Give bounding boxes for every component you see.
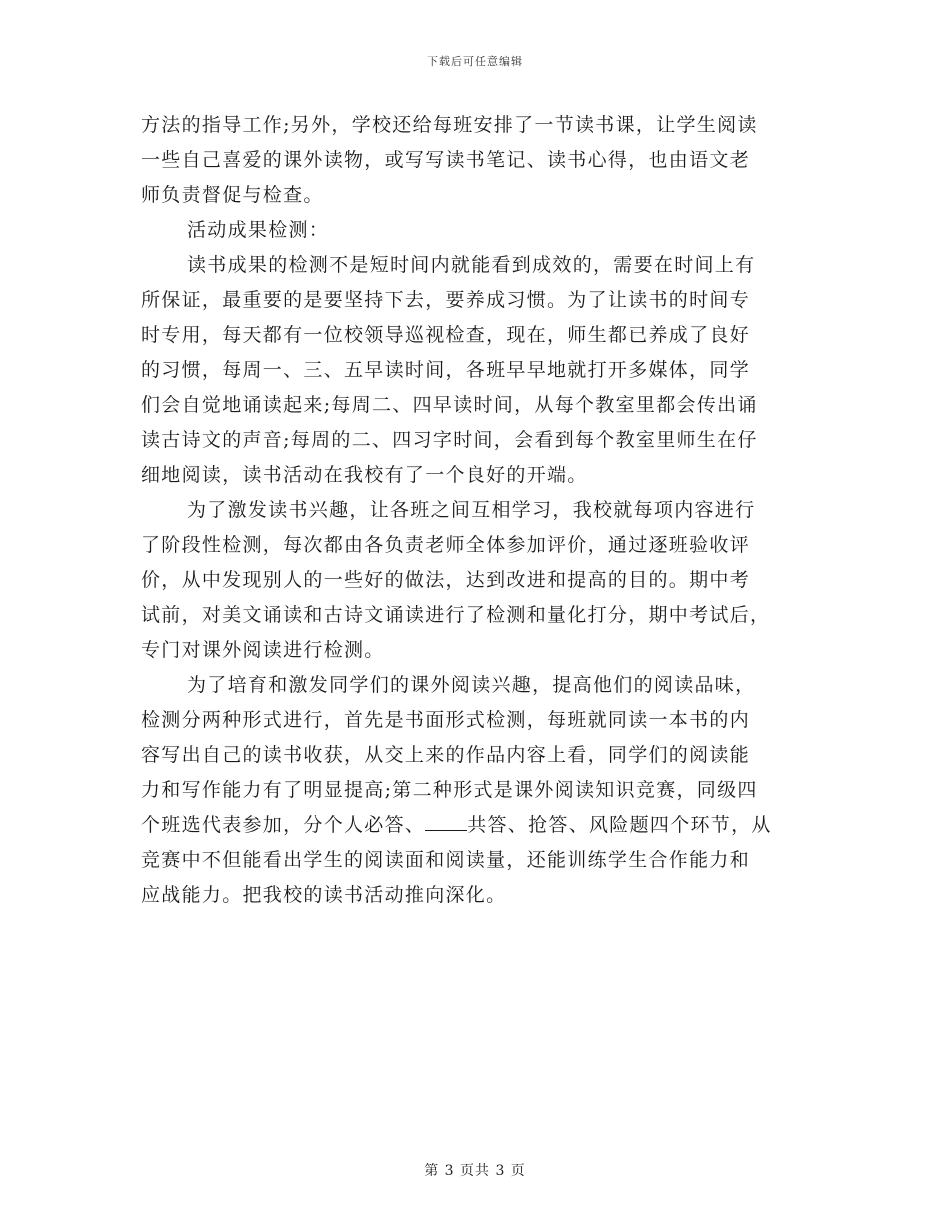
page-number-footer: 第 3 页共 3 页	[424, 1163, 526, 1179]
line-text-after-blank: 共答、抢答、风险题四个环节，从	[467, 814, 772, 836]
section-heading: 活动成果检测：	[187, 219, 330, 241]
paragraph-line: 检测分两种形式进行，首先是书面形式检测，每班就同读一本书的内	[141, 709, 751, 731]
paragraph-line: 试前，对美文诵读和古诗文诵读进行了检测和量化打分，期中考试后，	[141, 604, 771, 626]
paragraph-line: 力和写作能力有了明显提高;第二种形式是课外阅读知识竞赛，同级四	[141, 779, 758, 801]
paragraph-line: 所保证，最重要的是要坚持下去，要养成习惯。为了让读书的时间专	[141, 289, 751, 311]
paragraph-line: 读书成果的检测不是短时间内就能看到成效的，需要在时间上有	[187, 254, 756, 276]
paragraph-line: 的习惯，每周一、三、五早读时间，各班早早地就打开多媒体，同学	[141, 359, 751, 381]
paragraph-line: 竞赛中不但能看出学生的阅读面和阅读量，还能训练学生合作能力和	[141, 849, 751, 871]
paragraph-line: 们会自觉地诵读起来;每周二、四早读时间，从每个教室里都会传出诵	[141, 394, 758, 416]
paragraph-line	[141, 808, 813, 843]
paragraph-line: 一些自己喜爱的课外读物，或写写读书笔记、读书心得，也由语文老	[141, 149, 751, 171]
paragraph-line: 师负责督促与检查。	[141, 184, 324, 206]
paragraph-line: 为了激发读书兴趣，让各班之间互相学习，我校就每项内容进行	[187, 499, 756, 521]
paragraph-line: 为了培育和激发同学们的课外阅读兴趣，提高他们的阅读品味，	[187, 674, 756, 696]
paragraph-line: 价，从中发现别人的一些好的做法，达到改进和提高的目的。期中考	[141, 569, 751, 591]
paragraph-line: 细地阅读，读书活动在我校有了一个良好的开端。	[141, 464, 588, 486]
fill-in-blank	[425, 808, 467, 831]
paragraph-line: 方法的指导工作;另外，学校还给每班安排了一节读书课，让学生阅读	[141, 114, 758, 136]
paragraph-line: 应战能力。把我校的读书活动推向深化。	[141, 884, 507, 906]
page-header: 下载后可任意编辑	[427, 55, 523, 68]
paragraph-line: 读古诗文的声音;每周的二、四习字时间，会看到每个教室里师生在仔	[141, 429, 758, 451]
document-body	[141, 108, 813, 913]
paragraph-line: 专门对课外阅读进行检测。	[141, 639, 385, 661]
paragraph-line: 了阶段性检测，每次都由各负责老师全体参加评价，通过逐班验收评	[141, 534, 751, 556]
paragraph-line: 容写出自己的读书收获，从交上来的作品内容上看，同学们的阅读能	[141, 744, 751, 766]
line-text-before-blank: 个班选代表参加，分个人必答、	[141, 814, 426, 836]
paragraph-line: 时专用，每天都有一位校领导巡视检查，现在，师生都已养成了良好	[141, 324, 751, 346]
